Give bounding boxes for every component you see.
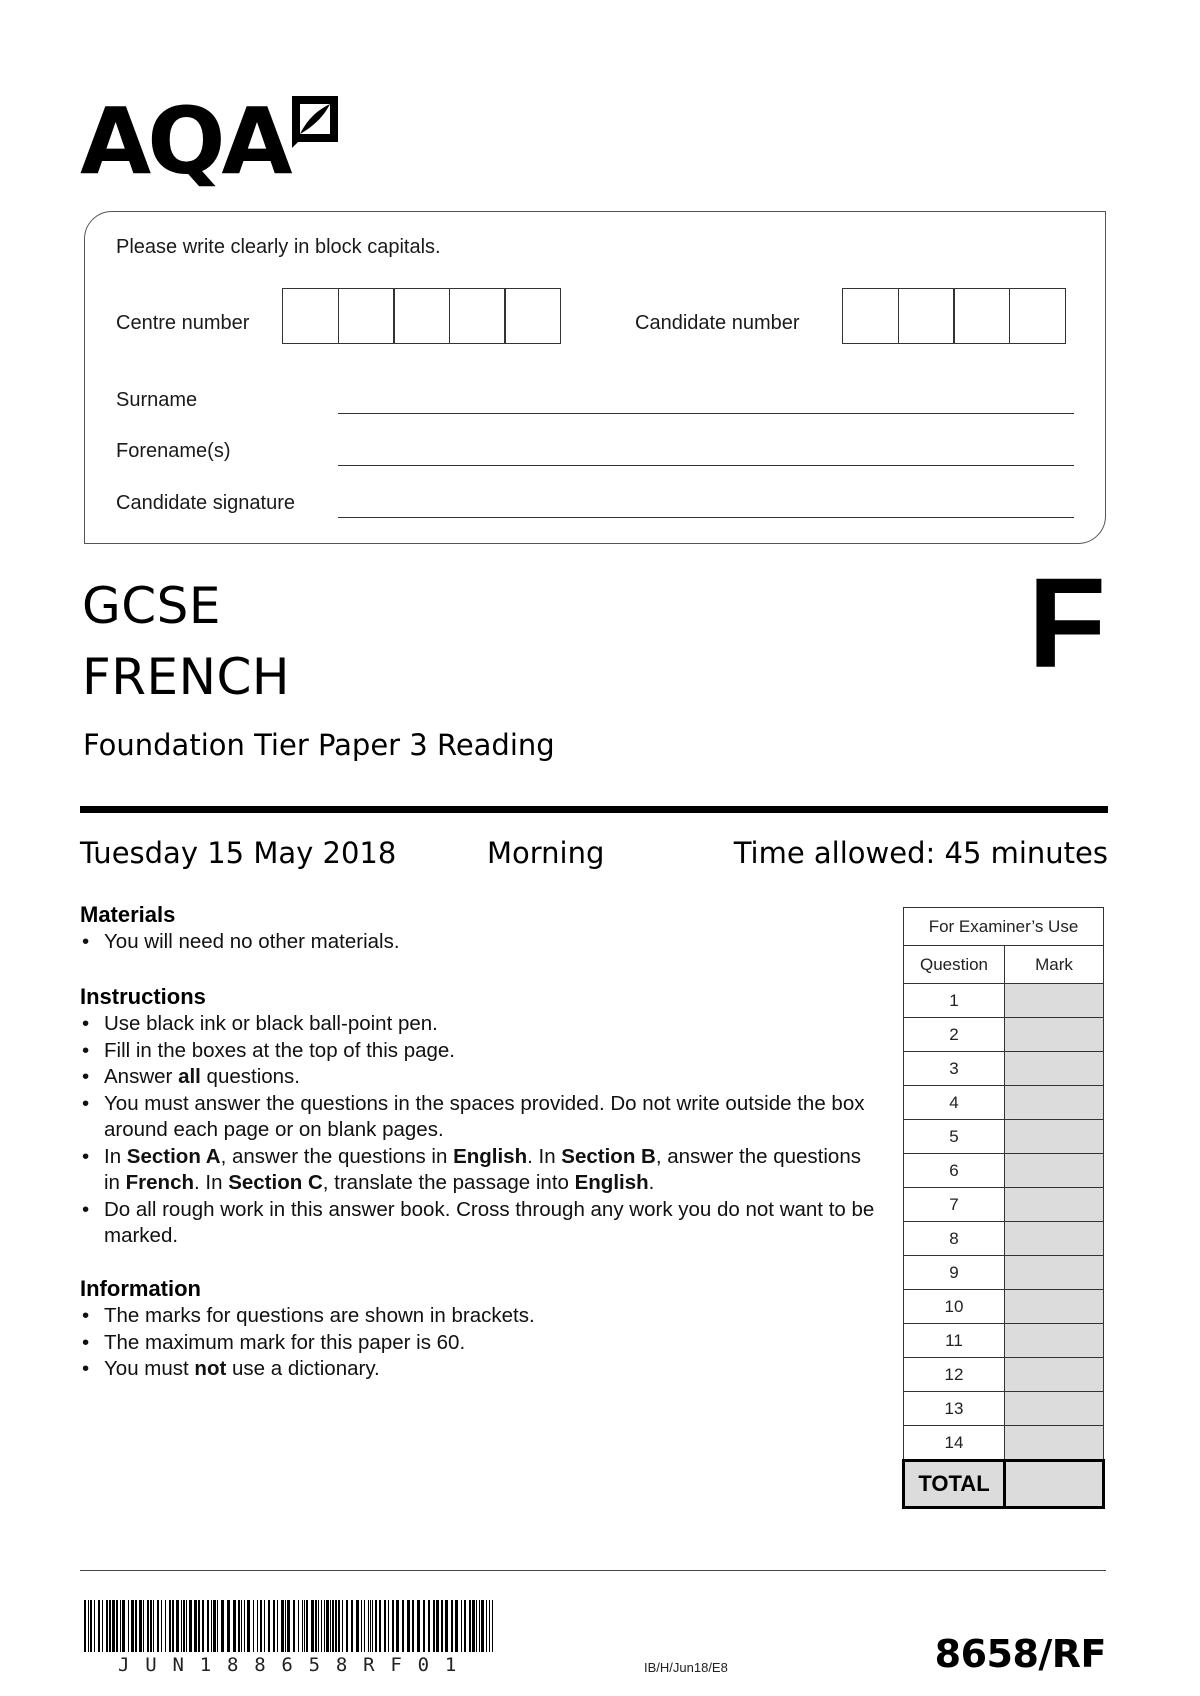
paper-code: 8658/RF — [934, 1632, 1106, 1676]
mark-cell — [1005, 1086, 1104, 1120]
forenames-line[interactable] — [338, 465, 1074, 466]
table-row — [904, 1426, 1104, 1461]
forenames-label: Forename(s) — [116, 440, 231, 462]
text-run: You must — [104, 1357, 195, 1380]
centre-digit-box[interactable] — [338, 288, 395, 344]
text-run: . — [648, 1171, 655, 1194]
mark-cell — [1005, 1324, 1104, 1358]
question-number-cell: 13 — [904, 1392, 1005, 1426]
question-number-cell: 8 — [904, 1222, 1005, 1256]
information-item — [80, 1303, 880, 1330]
text-run: questions. — [200, 1065, 301, 1088]
table-row — [904, 1290, 1104, 1324]
centre-number-label: Centre number — [116, 312, 250, 334]
paper-reference: IB/H/Jun18/E8 — [644, 1660, 728, 1675]
bold-text: English — [453, 1144, 528, 1168]
time-allowed: Time allowed: 45 minutes — [733, 836, 1108, 870]
centre-digit-box[interactable] — [282, 288, 339, 344]
candidate-details-box — [84, 211, 1106, 544]
barcode-icon — [84, 1600, 499, 1656]
centre-digit-box[interactable] — [504, 288, 561, 344]
footer-divider — [80, 1570, 1106, 1571]
question-number-cell: 5 — [904, 1120, 1005, 1154]
aqa-logo — [80, 88, 350, 195]
information-list — [80, 1303, 880, 1383]
materials-item: • You will need no other materials. — [80, 929, 880, 956]
table-row — [904, 1358, 1104, 1392]
text-run: In — [104, 1144, 127, 1168]
text-run: The maximum mark for this paper is 60. — [104, 1330, 466, 1354]
qualification-title: GCSE — [82, 577, 221, 635]
question-number-cell: 2 — [904, 1018, 1005, 1052]
instruction-item — [80, 1197, 880, 1250]
candidate-number-label: Candidate number — [635, 312, 800, 334]
leaf-icon — [278, 92, 340, 154]
signature-line[interactable] — [338, 517, 1074, 518]
instruction-item — [80, 1144, 880, 1197]
question-column-header: Question — [904, 946, 1005, 984]
table-row — [904, 1222, 1104, 1256]
table-row — [904, 1188, 1104, 1222]
mark-cell — [1005, 1426, 1104, 1461]
centre-digit-box[interactable] — [393, 288, 450, 344]
candidate-digit-box[interactable] — [1009, 288, 1066, 344]
text-run: . In — [527, 1144, 562, 1168]
information-item — [80, 1356, 880, 1383]
instruction-item — [80, 1011, 880, 1038]
centre-digit-box[interactable] — [449, 288, 506, 344]
question-number-cell: 10 — [904, 1290, 1005, 1324]
bold-text: French — [125, 1171, 195, 1194]
total-mark-cell — [1005, 1461, 1104, 1508]
mark-column-header: Mark — [1005, 946, 1104, 984]
examiners-use-title: For Examiner’s Use — [904, 908, 1104, 946]
mark-cell — [1005, 1392, 1104, 1426]
question-number-cell: 7 — [904, 1188, 1005, 1222]
question-number-cell: 3 — [904, 1052, 1005, 1086]
mark-cell — [1005, 1120, 1104, 1154]
text-run: , answer the questions in — [220, 1144, 454, 1168]
question-number-cell: 1 — [904, 984, 1005, 1018]
candidate-digit-box[interactable] — [953, 288, 1010, 344]
bold-text: Section A — [126, 1144, 221, 1168]
mark-cell — [1005, 1154, 1104, 1188]
question-number-cell: 6 — [904, 1154, 1005, 1188]
text-run: Answer — [104, 1065, 179, 1088]
instruction-item — [80, 1038, 880, 1065]
instruction-item — [80, 1064, 880, 1091]
table-row — [904, 1154, 1104, 1188]
table-row — [904, 984, 1104, 1018]
subject-title: FRENCH — [82, 648, 291, 706]
centre-number-boxes — [282, 288, 561, 344]
examiners-use-table — [902, 907, 1105, 1509]
information-item — [80, 1330, 880, 1357]
question-number-cell: 9 — [904, 1256, 1005, 1290]
paper-title: Foundation Tier Paper 3 Reading — [83, 728, 555, 762]
materials-list — [80, 929, 880, 956]
mark-cell — [1005, 1256, 1104, 1290]
table-row — [904, 1256, 1104, 1290]
surname-label: Surname — [116, 389, 198, 411]
mark-cell — [1005, 984, 1104, 1018]
text-run: The marks for questions are shown in brackets. — [104, 1304, 535, 1327]
bold-text: all — [178, 1065, 201, 1088]
question-number-cell: 14 — [904, 1426, 1005, 1461]
candidate-number-boxes — [842, 288, 1066, 344]
table-row — [904, 1052, 1104, 1086]
mark-cell — [1005, 1222, 1104, 1256]
mark-cell — [1005, 1290, 1104, 1324]
mark-cell — [1005, 1188, 1104, 1222]
materials-heading: Materials — [80, 902, 176, 927]
text-run: Use black ink or black ball-point pen. — [104, 1012, 438, 1035]
instructions-heading: Instructions — [80, 984, 206, 1009]
exam-session: Morning — [487, 836, 605, 870]
signature-label: Candidate signature — [116, 492, 296, 514]
surname-line[interactable] — [338, 413, 1074, 414]
text-run: , answer the questions in — [104, 1144, 861, 1194]
instructions-list — [80, 1011, 880, 1250]
header-divider — [80, 806, 1108, 813]
information-heading: Information — [80, 1276, 201, 1301]
question-number-cell: 11 — [904, 1324, 1005, 1358]
table-row — [904, 1018, 1104, 1052]
mark-cell — [1005, 1052, 1104, 1086]
text-run: You must answer the questions in the spaces provided. Do not write outside the box around each page or on blank pages. — [104, 1091, 865, 1141]
block-capitals-instruction: Please write clearly in block capitals. — [116, 236, 441, 258]
text-run: , translate the passage into — [322, 1171, 575, 1194]
text-run: . In — [194, 1171, 229, 1194]
total-label: TOTAL — [904, 1461, 1005, 1508]
instruction-item — [80, 1091, 880, 1144]
candidate-digit-box[interactable] — [898, 288, 955, 344]
table-row — [904, 1120, 1104, 1154]
question-number-cell: 4 — [904, 1086, 1005, 1120]
exam-date: Tuesday 15 May 2018 — [80, 836, 397, 870]
bold-text: Section B — [561, 1144, 656, 1168]
mark-cell — [1005, 1018, 1104, 1052]
barcode-text: JUN188658RF01 — [118, 1654, 473, 1676]
text-run: Do all rough work in this answer book. Cross through any work you do not want to be marked. — [104, 1197, 875, 1247]
bold-text: English — [574, 1171, 649, 1194]
candidate-digit-box[interactable] — [842, 288, 899, 344]
table-row — [904, 1324, 1104, 1358]
tier-letter: F — [1027, 552, 1106, 695]
logo-text: AQA — [80, 88, 289, 195]
question-number-cell: 12 — [904, 1358, 1005, 1392]
text-run: use a dictionary. — [226, 1357, 380, 1380]
bold-text: Section C — [228, 1171, 323, 1194]
table-row — [904, 1392, 1104, 1426]
text-run: Fill in the boxes at the top of this page. — [104, 1038, 455, 1062]
table-row — [904, 1086, 1104, 1120]
bold-text: not — [194, 1357, 227, 1380]
mark-cell — [1005, 1358, 1104, 1392]
